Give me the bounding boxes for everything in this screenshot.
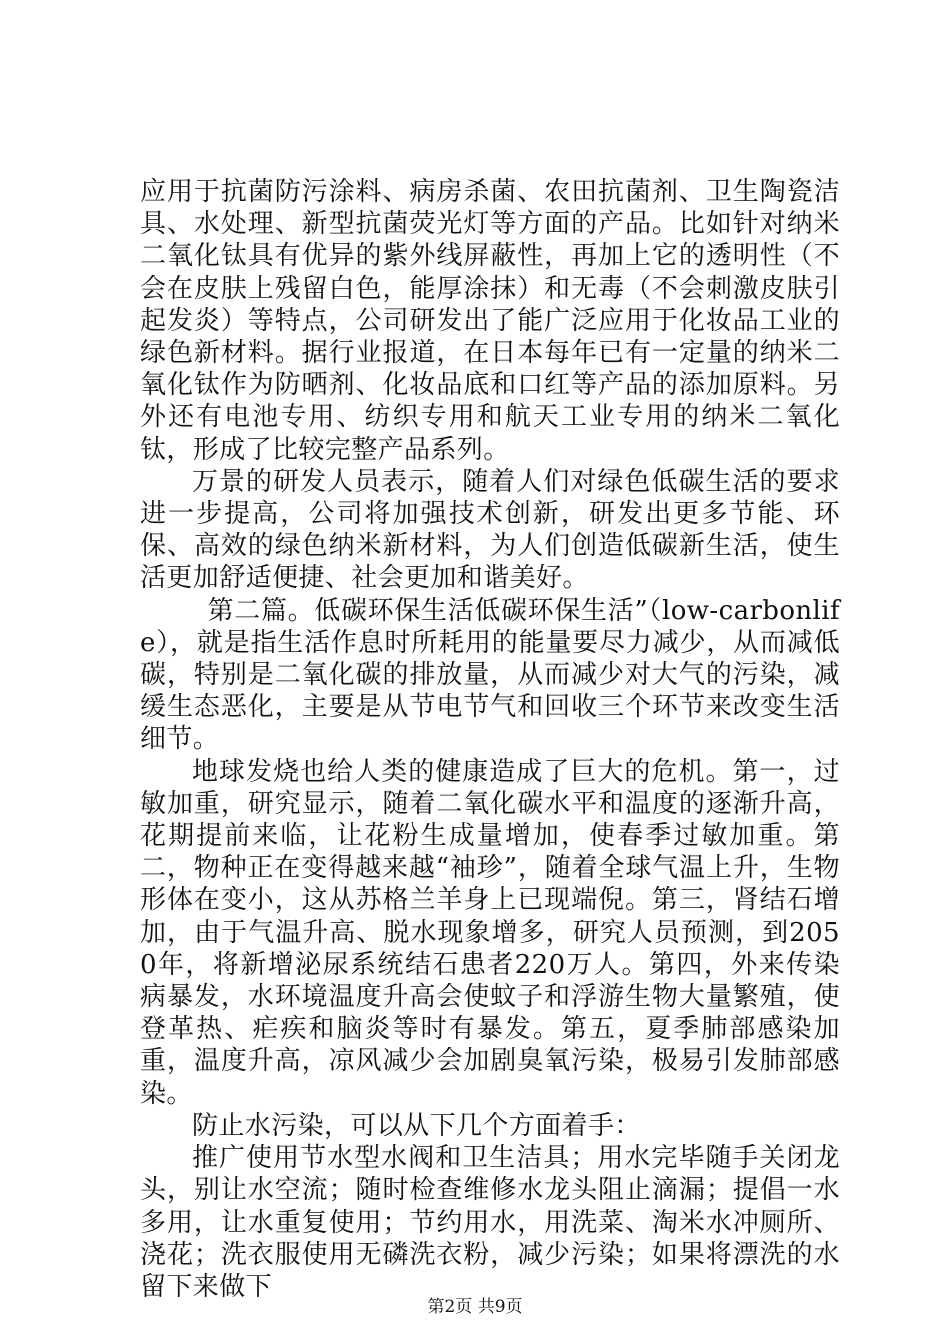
paragraph-prevent-water-pollution: 防止水污染，可以从下几个方面着手：	[192, 1110, 641, 1141]
paragraph-wanjing-researchers: 万景的研发人员表示，随着人们对绿色低碳生活的要求进一步提高，公司将加强技术创新，研发出更多节能、环保、高效的绿色纳米新材料，为人们创造低碳新生活，使生活更加舒适便捷、社会更加和谐美好。	[140, 466, 840, 594]
paragraph-global-warming-health: 地球发烧也给人类的健康造成了巨大的危机。第一，过敏加重，研究显示，随着二氧化碳水平和温度的逐渐升高，花期提前来临，让花粉生成量增加，使春季过敏加重。第二，物种正在变得越来越“袖珍”，随着全球气温上升，生物形体在变小，这从苏格兰羊身上已现端倪。第三，肾结石增加，由于气温升高、脱水现象增多，研究人员预测，到2050年，将新增泌尿系统结石患者220万人。第四，外来传染病暴发，水环境温度升高会使蚊子和浮游生物大量繁殖，使登革热、疟疾和脑炎等时有暴发。第五，夏季肺部感染加重，温度升高，凉风减少会加剧臭氧污染，极易引发肺部感染。	[140, 756, 840, 1109]
page-number-footer: 第2页 共9页	[427, 1297, 523, 1317]
document-body	[140, 176, 840, 1303]
paragraph-water-saving-tips: 推广使用节水型水阀和卫生洁具；用水完毕随手关闭龙头，别让水空流；随时检查维修水龙头阻止滴漏；提倡一水多用，让水重复使用；节约用水，用洗菜、淘米水冲厕所、浇花；洗衣服使用无磷洗衣粉，减少污染；如果将漂洗的水留下来做下	[140, 1143, 840, 1302]
paragraph-low-carbon-life: 第二篇。低碳环保生活低碳环保生活”（low-carbonlife），就是指生活作息时所耗用的能量要尽力减少，从而减低碳，特别是二氧化碳的排放量，从而减少对大气的污染，减缓生态恶化，主要是从节电节气和回收三个环节来改变生活细节。	[140, 595, 840, 755]
paragraph-product-applications: 应用于抗菌防污涂料、病房杀菌、农田抗菌剂、卫生陶瓷洁具、水处理、新型抗菌荧光灯等方面的产品。比如针对纳米二氧化钛具有优异的紫外线屏蔽性，再加上它的透明性（不会在皮肤上残留白色，能厚涂抹）和无毒（不会刺激皮肤引起发炎）等特点，公司研发出了能广泛应用于化妆品工业的绿色新材料。据行业报道，在日本每年已有一定量的纳米二氧化钛作为防晒剂、化妆品底和口红等产品的添加原料。另外还有电池专用、纺织专用和航天工业专用的纳米二氧化钛，形成了比较完整产品系列。	[140, 177, 840, 465]
